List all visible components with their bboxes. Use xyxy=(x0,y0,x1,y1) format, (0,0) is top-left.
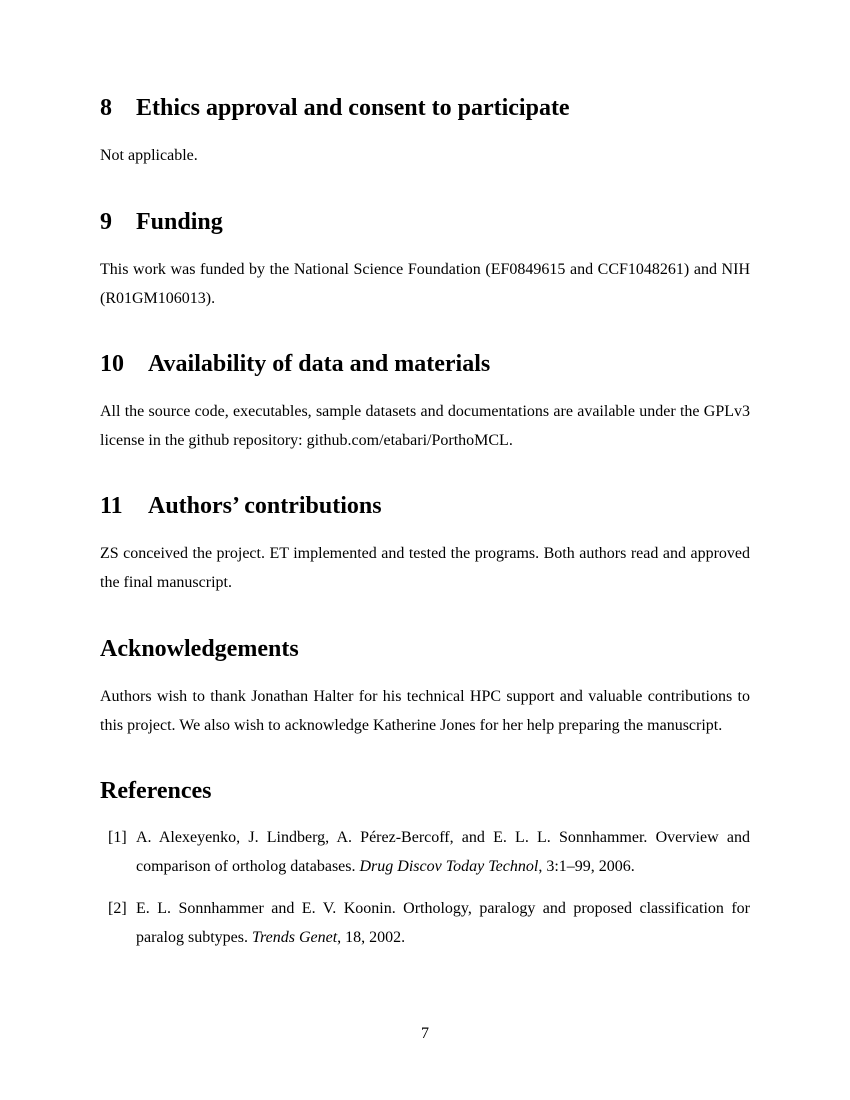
section-number: 10 xyxy=(100,351,124,377)
section-body-funding: This work was funded by the National Science Foundation (EF0849615 and CCF1048261) and NIH (R01GM106013). xyxy=(100,261,750,307)
reference-text xyxy=(136,895,750,952)
section-number: 11 xyxy=(100,493,123,519)
reference-journal: Drug Discov Today Technol xyxy=(359,857,539,875)
page-number: 7 xyxy=(421,1025,429,1042)
reference-item-1 xyxy=(100,824,750,881)
reference-authors-title: A. Alexeyenko, J. Lindberg, A. Pérez-Bercoff, and E. L. L. Sonnhammer. Overview and comparison of ortholog databases. xyxy=(136,829,750,875)
reference-number: [2] xyxy=(108,900,127,917)
acknowledgements-heading: Acknowledgements xyxy=(100,636,299,662)
reference-text xyxy=(136,824,750,881)
reference-authors-title: E. L. Sonnhammer and E. V. Koonin. Orthology, paralogy and proposed classification for paralog subtypes. xyxy=(136,900,750,946)
section-title: Funding xyxy=(136,209,223,235)
section-heading-ethics xyxy=(100,94,570,122)
acknowledgements-body: Authors wish to thank Jonathan Halter for his technical HPC support and valuable contributions to this project. We also wish to acknowledge Katherine Jones for her help preparing the manuscript. xyxy=(100,688,750,734)
section-heading-availability xyxy=(100,350,490,378)
references-heading: References xyxy=(100,778,212,804)
section-body-ethics: Not applicable. xyxy=(100,147,198,164)
section-title: Ethics approval and consent to participate xyxy=(136,95,570,121)
section-body-contributions: ZS conceived the project. ET implemented and tested the programs. Both authors read and approved the final manuscript. xyxy=(100,545,750,591)
reference-details: , 18, 2002. xyxy=(337,928,406,946)
section-heading-contributions xyxy=(100,492,382,520)
section-body-availability: All the source code, executables, sample datasets and documentations are available under the GPLv3 license in the github repository: github.com/etabari/PorthoMCL. xyxy=(100,403,750,449)
section-title: Availability of data and materials xyxy=(148,351,491,377)
reference-details: , 3:1–99, 2006. xyxy=(538,857,635,875)
section-number: 8 xyxy=(100,95,112,121)
section-number: 9 xyxy=(100,209,112,235)
reference-item-2 xyxy=(100,895,750,952)
reference-number: [1] xyxy=(108,829,127,846)
section-heading-funding xyxy=(100,208,223,236)
reference-journal: Trends Genet xyxy=(251,928,338,946)
section-title: Authors’ contributions xyxy=(148,493,382,519)
